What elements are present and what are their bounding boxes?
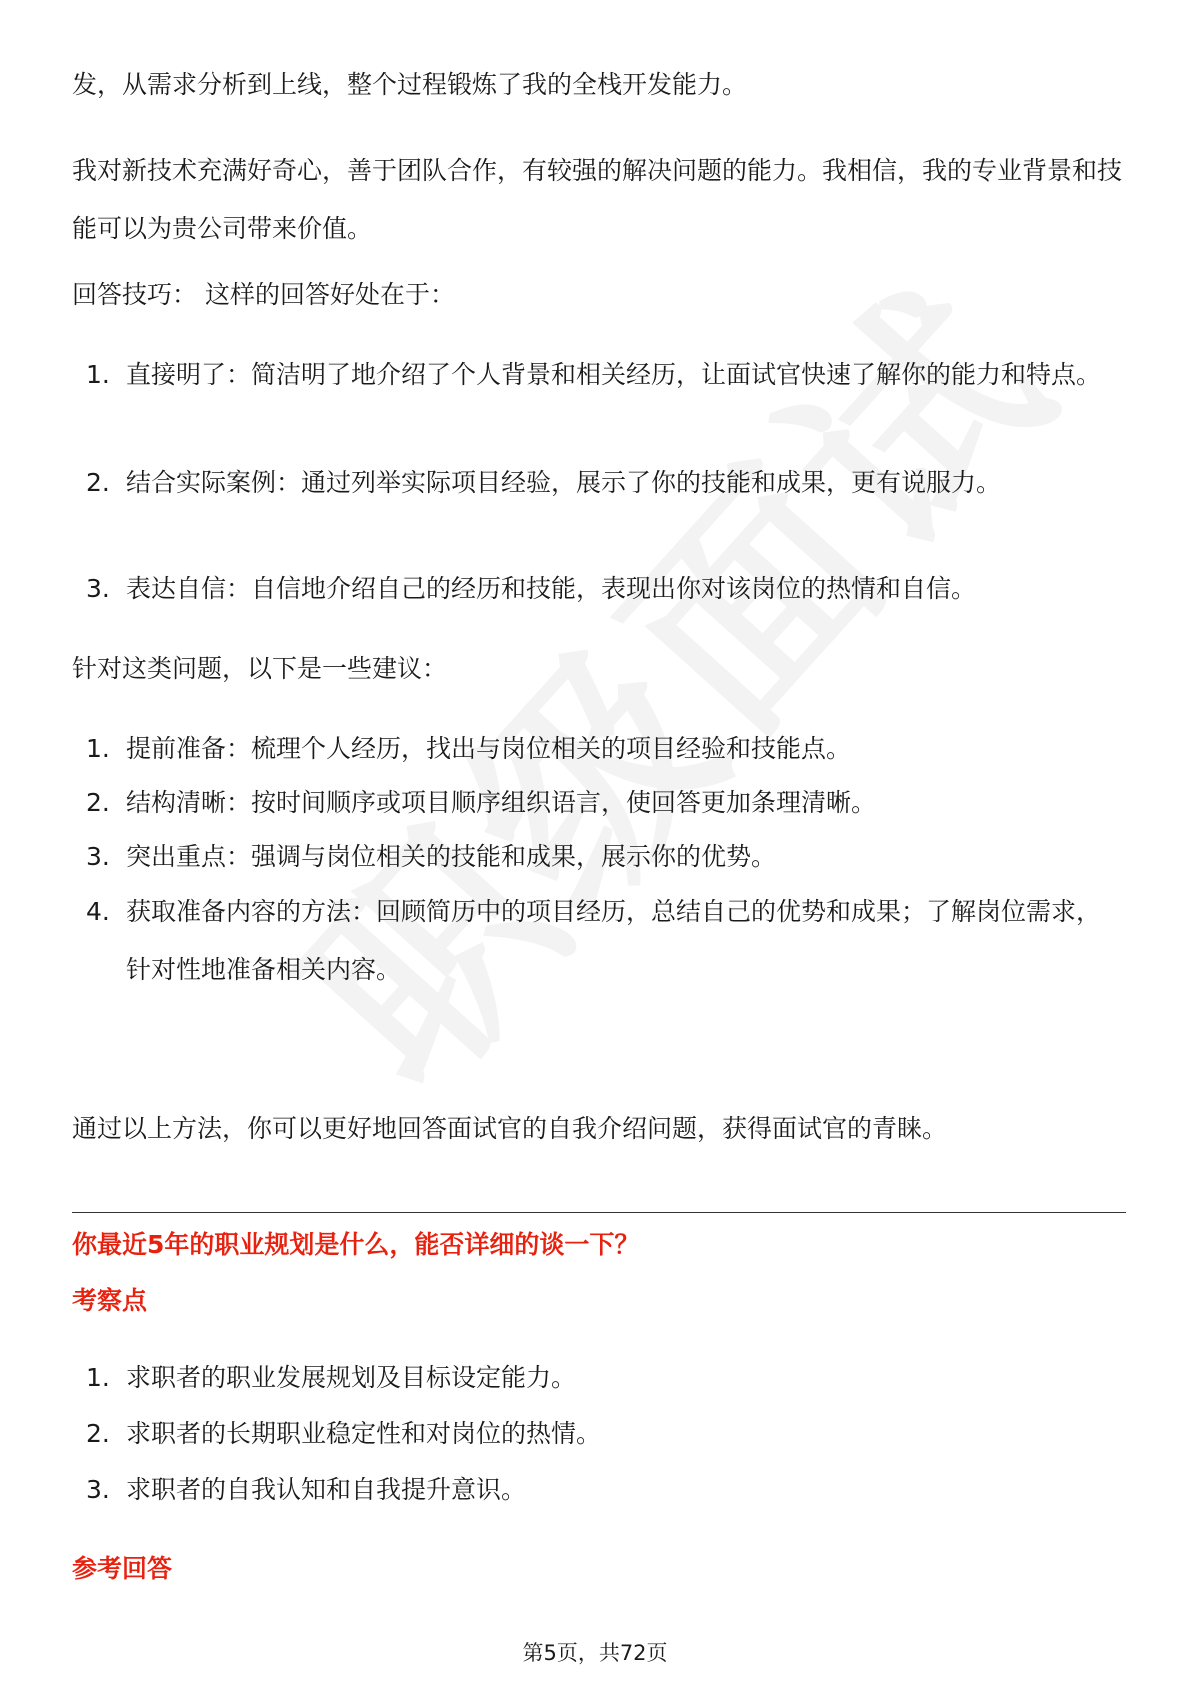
list-text: 求职者的长期职业稳定性和对岗位的热情。 (126, 1419, 602, 1448)
list-text: 求职者的职业发展规划及目标设定能力。 (126, 1363, 577, 1392)
list-text: 直接明了：简洁明了地介绍了个人背景和相关经历，让面试官快速了解你的能力和特点。 (126, 360, 1102, 389)
list-item (72, 828, 1122, 886)
list-number: 3. (86, 1475, 110, 1504)
list-item (72, 560, 1122, 618)
paragraph-conclusion: 通过以上方法，你可以更好地回答面试官的自我介绍问题，获得面试官的青睐。 (72, 1114, 948, 1143)
list-item (72, 454, 1122, 512)
list-number: 2. (86, 1419, 110, 1448)
list-item (72, 1405, 1122, 1463)
list-item (72, 346, 1122, 404)
list-number: 1. (86, 734, 110, 763)
focus-heading: 考察点 (72, 1286, 148, 1315)
list-item (72, 883, 1122, 999)
list-item (72, 1461, 1122, 1519)
list-item (72, 774, 1122, 832)
list-number: 3. (86, 574, 110, 603)
list-item (72, 1349, 1122, 1407)
list-number: 2. (86, 468, 110, 497)
list-number: 1. (86, 360, 110, 389)
paragraph-self-description: 我对新技术充满好奇心，善于团队合作，有较强的解决问题的能力。我相信，我的专业背景和技能可以为贵公司带来价值。 (72, 156, 1123, 243)
list-number: 4. (86, 897, 110, 926)
paragraph-answer-tips: 回答技巧： 这样的回答好处在于： (72, 280, 455, 309)
paragraph-continuation: 发，从需求分析到上线，整个过程锻炼了我的全栈开发能力。 (72, 70, 748, 99)
page-footer: 第5页，共72页 (522, 1641, 668, 1665)
list-text: 获取准备内容的方法：回顾简历中的项目经历，总结自己的优势和成果；了解岗位需求，针对性地准备相关内容。 (126, 897, 1102, 984)
list-number: 2. (86, 788, 110, 817)
section-divider (72, 1212, 1126, 1213)
list-item (72, 720, 1122, 778)
answer-heading: 参考回答 (72, 1554, 173, 1583)
question-title: 你最近5年的职业规划是什么，能否详细的谈一下？ (72, 1230, 640, 1259)
list-text: 结合实际案例：通过列举实际项目经验，展示了你的技能和成果，更有说服力。 (126, 468, 1002, 497)
paragraph-suggestions-intro: 针对这类问题，以下是一些建议： (72, 654, 448, 683)
list-text: 突出重点：强调与岗位相关的技能和成果，展示你的优势。 (126, 842, 777, 871)
list-text: 提前准备：梳理个人经历，找出与岗位相关的项目经验和技能点。 (126, 734, 852, 763)
list-text: 求职者的自我认知和自我提升意识。 (126, 1475, 527, 1504)
list-text: 表达自信：自信地介绍自己的经历和技能，表现出你对该岗位的热情和自信。 (126, 574, 977, 603)
list-text: 结构清晰：按时间顺序或项目顺序组织语言，使回答更加条理清晰。 (126, 788, 877, 817)
list-number: 3. (86, 842, 110, 871)
list-number: 1. (86, 1363, 110, 1392)
